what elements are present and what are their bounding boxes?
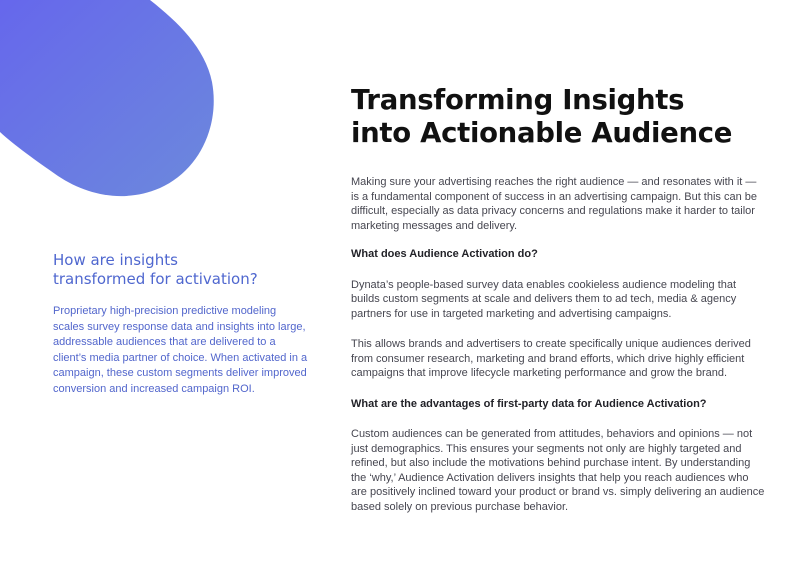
decorative-gradient-blob	[0, 0, 220, 200]
page-title-line-2: into Actionable Audience	[351, 117, 733, 149]
page-title	[351, 84, 766, 150]
answer-1-paragraph-1: Dynata’s people-based survey data enables cookieless audience modeling that builds custom segments at scale and delivers them to ad tech, media & agency partners for use in targeted marketing and advertising campaigns.	[351, 278, 737, 320]
sidebar-heading-line-2: transformed for activation?	[53, 270, 258, 288]
sidebar-body-text: Proprietary high-precision predictive modeling scales survey response data and insights into large, addressable audiences that are delivered to a client’s media partner of choice. When activated in a campaign, these custom segments deliver improved conversion and increased campaign ROI.	[53, 305, 308, 395]
main-content	[351, 84, 766, 514]
sidebar-heading-line-1: How are insights	[53, 251, 178, 269]
question-heading-1: What does Audience Activation do?	[351, 248, 538, 260]
page-title-line-1: Transforming Insights	[351, 84, 685, 116]
sidebar-callout	[53, 251, 308, 397]
question-heading-2: What are the advantages of first-party data for Audience Activation?	[351, 397, 707, 410]
intro-paragraph: Making sure your advertising reaches the right audience — and resonates with it — is a fundamental component of success in an advertising campaign. But this can be difficult, especially as data privacy concerns and regulations make it harder to tailor marketing messages and delivery.	[351, 176, 758, 232]
answer-2-paragraph: Custom audiences can be generated from attitudes, behaviors and opinions — not just demographics. This ensures your segments not only are highly targeted and refined, but also include the motivations behind purchase intent. By understanding the ‘why,’ Audience Activation delivers insights that help you reach audiences who are positively inclined toward your product or brand vs. simply delivering an audience based solely on previous purchase behavior.	[351, 428, 765, 513]
answer-1-paragraph-2: This allows brands and advertisers to create specifically unique audiences derived from consumer research, marketing and brand efforts, which drive highly efficient campaigns that improve lifecycle marketing performance and grow the brand.	[351, 338, 751, 379]
sidebar-heading	[53, 251, 308, 289]
blob-shape	[0, 0, 214, 196]
